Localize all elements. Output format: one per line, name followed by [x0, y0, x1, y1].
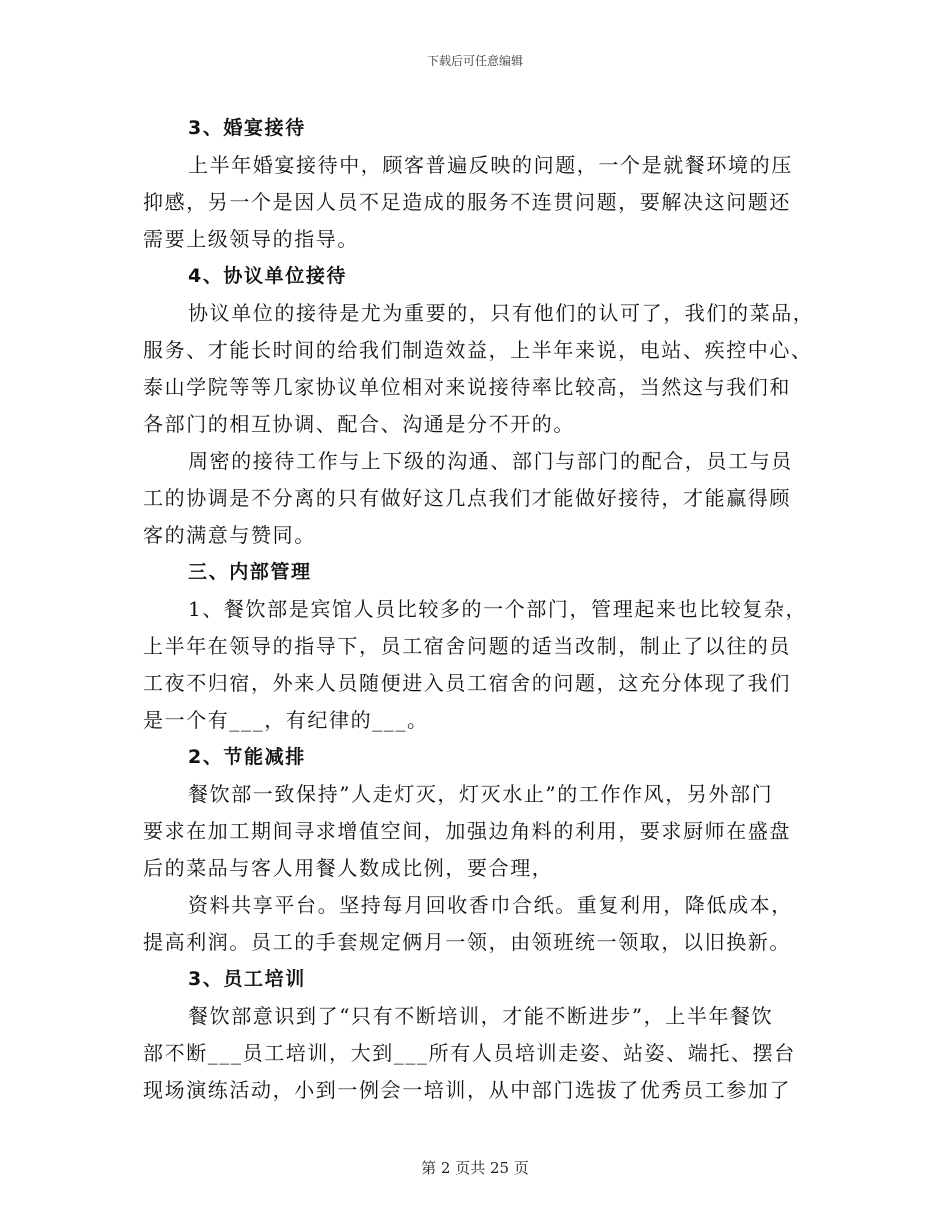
paragraph-line: 要求在加工期间寻求增值空间，加强边角料的利用，要求厨师在盛盘 — [143, 819, 791, 843]
paragraph-line: 工的协调是不分离的只有做好这几点我们才能做好接待，才能赢得顾 — [143, 486, 791, 510]
paragraph-line: 服务、才能长时间的给我们制造效益，上半年来说，电站、疾控中心、 — [143, 338, 813, 362]
paragraph-line: 上半年在领导的指导下，员工宿舍问题的适当改制，制止了以往的员 — [143, 634, 791, 658]
paragraph-line: 抑感，另一个是因人员不足造成的服务不连贯问题，要解决这问题还 — [143, 190, 791, 214]
paragraph-line: 周密的接待工作与上下级的沟通、部门与部门的配合，员工与员 — [188, 449, 793, 473]
paragraph-line: 各部门的相互协调、配合、沟通是分不开的。 — [143, 412, 575, 436]
section-heading: 2、节能减排 — [188, 746, 306, 768]
section-heading: 4、协议单位接待 — [188, 265, 348, 287]
section-heading: 三、内部管理 — [188, 561, 312, 583]
page-header: 下载后可任意编辑 — [426, 54, 523, 68]
paragraph-line: 上半年婚宴接待中，顾客普遍反映的问题，一个是就餐环境的压 — [188, 153, 793, 177]
section-heading: 3、婚宴接待 — [188, 117, 306, 139]
paragraph-line: 1、餐饮部是宾馆人员比较多的一个部门，管理起来也比较复杂， — [188, 597, 808, 621]
paragraph-line: 餐饮部一致保持”人走灯灭，灯灭水止”的工作作风，另外部门 — [188, 782, 774, 806]
paragraph-line: 餐饮部意识到了“只有不断培训，才能不断进步”，上半年餐饮 — [188, 1004, 774, 1028]
paragraph-line: 现场演练活动，小到一例会一培训，从中部门选拔了优秀员工参加了 — [143, 1078, 791, 1102]
paragraph-line: 是一个有___，有纪律的___。 — [143, 708, 429, 732]
page-footer: 第 2 页共 25 页 — [421, 1159, 529, 1177]
paragraph-line: 工夜不归宿，外来人员随便进入员工宿舍的问题，这充分体现了我们 — [143, 671, 791, 695]
section-heading: 3、员工培训 — [188, 968, 306, 990]
paragraph-line: 资料共享平台。坚持每月回收香巾合纸。重复利用，降低成本， — [188, 893, 793, 917]
paragraph-line: 协议单位的接待是尤为重要的，只有他们的认可了，我们的菜品， — [188, 301, 815, 325]
paragraph-line: 提高利润。员工的手套规定俩月一领，由领班统一领取，以旧换新。 — [143, 930, 791, 954]
paragraph-line: 需要上级领导的指导。 — [143, 227, 359, 251]
paragraph-line: 后的菜品与客人用餐人数成比例，要合理， — [143, 856, 554, 880]
paragraph-line: 部不断___员工培训，大到___所有人员培训走姿、站姿、端托、摆台 — [143, 1041, 796, 1065]
document-body — [143, 110, 813, 1109]
paragraph-line: 客的满意与赞同。 — [143, 523, 316, 547]
paragraph-line: 泰山学院等等几家协议单位相对来说接待率比较高，当然这与我们和 — [143, 375, 791, 399]
